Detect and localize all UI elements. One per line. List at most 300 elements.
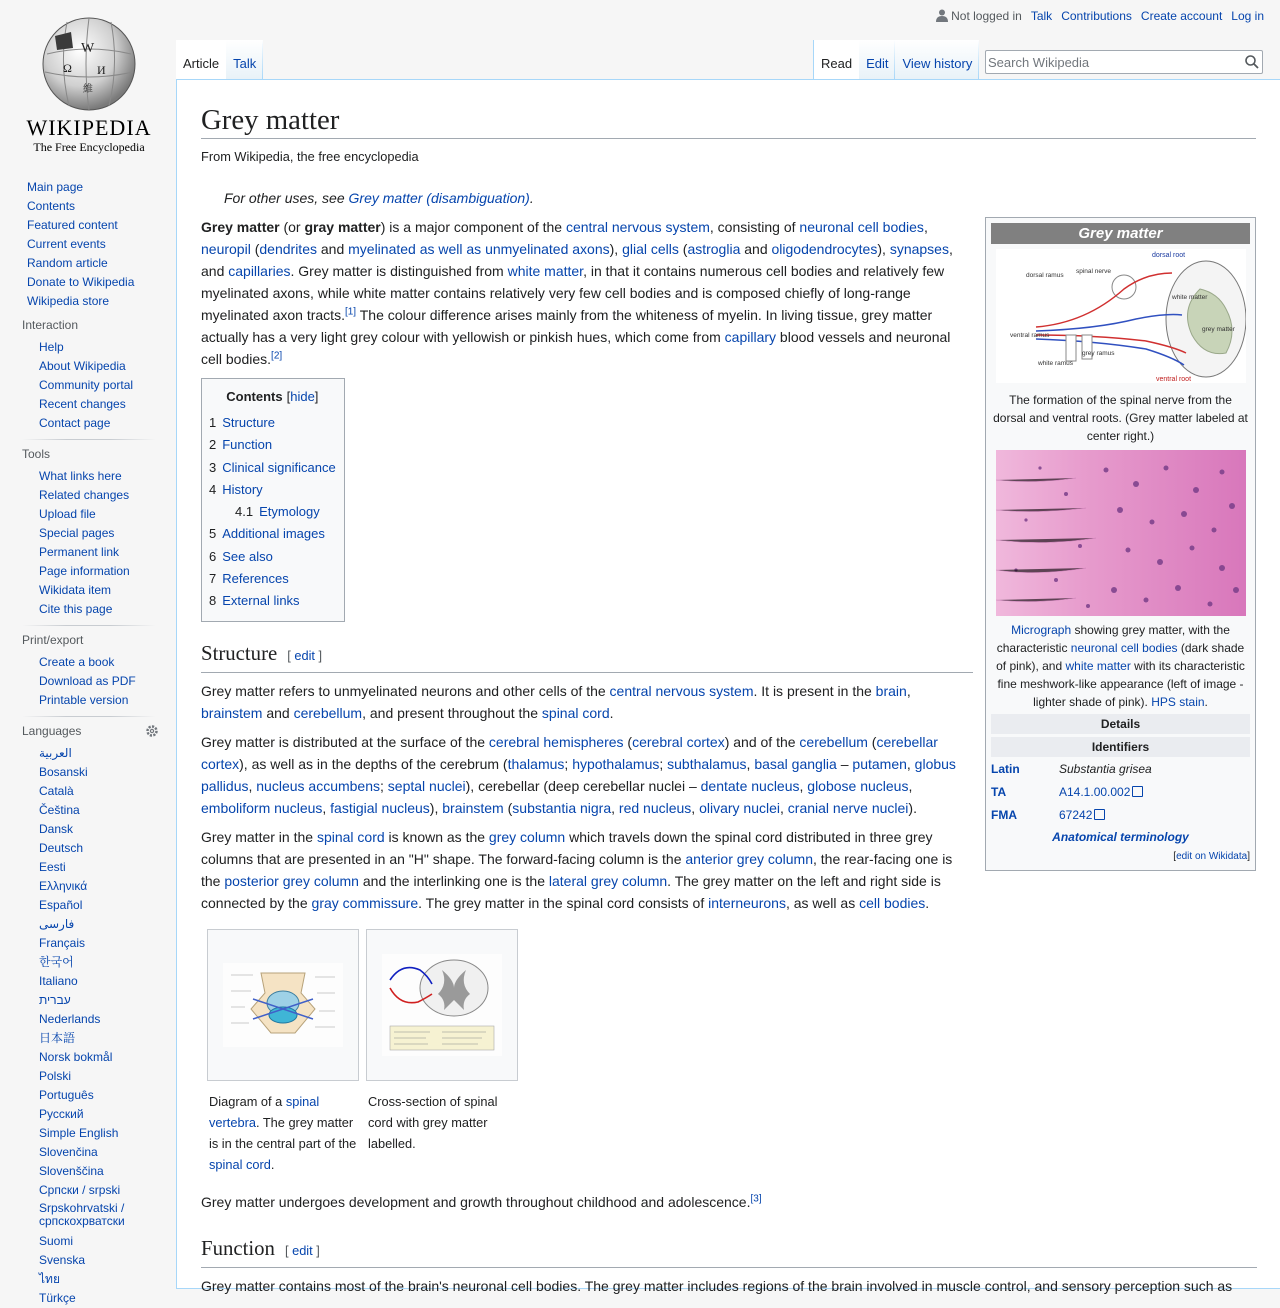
text: ), as well as in the depths of the cerebrum (: [239, 755, 508, 772]
link[interactable]: spinal cord: [316, 828, 385, 845]
link[interactable]: Micrograph: [1011, 623, 1072, 637]
fma-value-link[interactable]: 67242: [1059, 806, 1105, 824]
text: . The grey matter in the spinal cord consists of: [418, 894, 709, 911]
link[interactable]: dentate nucleus: [700, 777, 800, 794]
toc-number: 5: [209, 526, 217, 542]
image-gallery: [207, 929, 1256, 1175]
language-link-simple[interactable]: Simple English: [39, 1126, 119, 1140]
toc-link[interactable]: Function: [222, 437, 273, 453]
puzzle-globe-icon: [37, 14, 141, 114]
bold-term: Grey matter: [201, 219, 280, 235]
tools-portal: [22, 447, 156, 626]
text: , as well as: [785, 894, 860, 911]
micrograph-image: [996, 450, 1246, 616]
paragraph: [201, 731, 961, 819]
link[interactable]: HPS stain: [1151, 695, 1205, 709]
gallery-image-cross-section[interactable]: [366, 929, 518, 1081]
edit-section-link[interactable]: edit: [292, 1242, 313, 1258]
function-body: [201, 1275, 1257, 1297]
section-heading-function: [201, 1235, 1257, 1268]
link[interactable]: neuropil: [201, 241, 251, 257]
language-link-fa[interactable]: فارسی: [39, 917, 75, 931]
structure-body-cont: [201, 1191, 1211, 1213]
toc-title: [209, 386, 336, 408]
language-link-nb[interactable]: Norsk bokmål: [39, 1050, 113, 1064]
link[interactable]: astroglia: [687, 241, 741, 257]
languages-portal: [22, 724, 156, 1308]
link[interactable]: white matter: [507, 263, 584, 279]
link[interactable]: fastigial nucleus: [330, 799, 430, 816]
link[interactable]: hypothalamus: [572, 755, 660, 772]
create-account-link[interactable]: Create account: [1140, 9, 1223, 23]
text: ,: [908, 777, 913, 794]
user-icon: [936, 9, 948, 22]
link[interactable]: brain: [875, 682, 907, 699]
hatnote: [201, 187, 1256, 209]
link[interactable]: posterior grey column: [224, 872, 359, 889]
link[interactable]: olivary nuclei: [699, 799, 781, 816]
label-spinal-nerve: spinal nerve: [1075, 268, 1111, 275]
link[interactable]: cerebellum: [799, 733, 868, 750]
text: .: [609, 704, 614, 721]
toc-item[interactable]: [209, 546, 336, 568]
toc-link[interactable]: Clinical significance: [222, 459, 336, 475]
sidebar-item-create-book[interactable]: Create a book: [39, 655, 115, 669]
ta-label-link[interactable]: TA: [991, 784, 1007, 799]
text: (: [867, 733, 877, 750]
sidebar-item-donate[interactable]: Donate to Wikipedia: [27, 275, 135, 289]
link[interactable]: basal ganglia: [754, 755, 837, 772]
tab-edit-label[interactable]: Edit: [866, 56, 889, 71]
language-link-sk[interactable]: Slovenčina: [39, 1145, 98, 1159]
text: ),: [609, 241, 623, 257]
sidebar-item-contents[interactable]: Contents: [27, 199, 76, 213]
interaction-portal: [22, 318, 156, 440]
print-export-heading: Print/export: [22, 633, 84, 647]
tab-edit[interactable]: [859, 40, 895, 80]
language-link-sv[interactable]: Svenska: [39, 1253, 86, 1267]
label-dorsal-ramus: dorsal ramus: [1025, 272, 1064, 279]
sidebar-item-cite-page[interactable]: Cite this page: [39, 602, 113, 616]
link[interactable]: oligodendrocytes: [771, 241, 878, 257]
bold-term: gray matter: [304, 219, 381, 235]
link[interactable]: neuronal cell bodies: [799, 219, 924, 235]
language-link-ko[interactable]: 한국어: [39, 955, 74, 969]
text: , the rear-facing one is the: [201, 850, 953, 889]
svg-text:Ω: Ω: [63, 61, 72, 75]
paragraph: [201, 826, 961, 914]
toc-item[interactable]: [209, 568, 336, 590]
tab-history-label[interactable]: View history: [902, 56, 973, 71]
text: is known as the: [384, 828, 489, 845]
gallery-image-vertebra[interactable]: [207, 929, 359, 1081]
language-link-pl[interactable]: Polski: [39, 1069, 72, 1083]
text: blood vessels and neuronal cell bodies.: [201, 329, 951, 367]
toc-item[interactable]: [209, 434, 336, 456]
hatnote-suffix: .: [529, 190, 534, 206]
link[interactable]: globose nucleus: [807, 777, 909, 794]
text: ,: [691, 799, 700, 816]
reference-link[interactable]: [2]: [271, 350, 283, 362]
text: and: [740, 241, 772, 257]
language-link-bs[interactable]: Bosanski: [39, 765, 88, 779]
login-link[interactable]: Log in: [1231, 9, 1264, 23]
link[interactable]: cell bodies: [859, 894, 926, 911]
infobox-caption-2: [991, 621, 1250, 711]
label-grey-matter: grey matter: [1201, 326, 1235, 333]
article-body: [201, 216, 961, 370]
text: ;: [380, 777, 388, 794]
link[interactable]: brainstem: [201, 704, 263, 721]
toc-link[interactable]: History: [222, 481, 263, 497]
tab-talk-label[interactable]: Talk: [233, 56, 257, 71]
text: Grey matter is distributed at the surface of the: [201, 733, 489, 750]
infobox-title: Grey matter: [991, 223, 1250, 244]
text: The colour difference arises mainly from the whiteness of myelin. In living tissue, grey matter actually has a very light grey colour with yellowish or pinkish hues, which come from: [201, 307, 933, 345]
text: ,: [780, 799, 788, 816]
link[interactable]: cerebral hemispheres: [488, 733, 624, 750]
language-link-el[interactable]: Ελληνικά: [39, 879, 88, 893]
sidebar-item-contact[interactable]: Contact page: [39, 416, 111, 430]
edit-section-link[interactable]: edit: [294, 647, 315, 663]
language-link-tr[interactable]: Türkçe: [39, 1291, 76, 1305]
anatomical-terminology-link[interactable]: Anatomical terminology: [1052, 830, 1189, 844]
label-white-ramus: white ramus: [1037, 360, 1073, 367]
fma-label-link[interactable]: FMA: [991, 807, 1017, 822]
sidebar-item-current-events[interactable]: Current events: [27, 237, 106, 251]
language-link-sl[interactable]: Slovenščina: [39, 1164, 104, 1178]
link[interactable]: putamen: [852, 755, 907, 772]
language-link-da[interactable]: Dansk: [39, 822, 74, 836]
link[interactable]: capillary: [724, 329, 777, 345]
toc-hide-toggle: [hide]: [286, 389, 319, 404]
text: . It is present in the: [753, 682, 876, 699]
toc-number: 8: [209, 593, 217, 609]
search-icon[interactable]: [1244, 54, 1260, 70]
text: .: [925, 894, 930, 911]
link[interactable]: emboliform nucleus: [201, 799, 323, 816]
text: ,: [799, 777, 808, 794]
interaction-heading: Interaction: [22, 318, 79, 332]
sidebar-item-page-information[interactable]: Page information: [39, 564, 130, 578]
tab-talk[interactable]: [226, 40, 263, 80]
lead-paragraph: [201, 216, 961, 370]
gallery-caption: [207, 1081, 359, 1175]
search-box: [985, 50, 1263, 74]
edit-section: [ edit ]: [287, 647, 323, 663]
sidebar-item-store[interactable]: Wikipedia store: [27, 294, 110, 308]
text: showing grey matter, with the characteristic: [996, 623, 1230, 655]
link[interactable]: red nucleus: [618, 799, 692, 816]
sidebar-item-printable-version[interactable]: Printable version: [39, 693, 129, 707]
wikidata-edit: [edit on Wikidata]: [1173, 851, 1250, 862]
language-link-fi[interactable]: Suomi: [39, 1234, 74, 1248]
toc-number: 3: [209, 459, 217, 475]
gallery-item: [207, 929, 359, 1175]
paragraph: Grey matter contains most of the brain's neuronal cell bodies. The grey matter includes regions of the brain involved in muscle control, and sensory perception such as: [201, 1277, 1233, 1294]
link[interactable]: spinal vertebra: [209, 1093, 320, 1130]
link[interactable]: subthalamus: [667, 755, 747, 772]
toc-number: 6: [209, 548, 217, 564]
gallery-item: [366, 929, 518, 1175]
toc-item[interactable]: [209, 523, 336, 545]
language-link-it[interactable]: Italiano: [39, 974, 78, 988]
tab-view-history[interactable]: [895, 40, 979, 80]
wikipedia-logo[interactable]: [22, 10, 156, 158]
text: Grey matter undergoes development and growth throughout childhood and adolescence.: [201, 1193, 751, 1210]
sidebar-item-random-article[interactable]: Random article: [27, 256, 108, 270]
text: , and present throughout the: [362, 704, 542, 721]
text: ,: [906, 755, 915, 772]
separator: [22, 439, 156, 440]
sidebar-item-permanent-link[interactable]: Permanent link: [39, 545, 120, 559]
tab-article[interactable]: [176, 40, 226, 80]
link[interactable]: septal nuclei: [387, 777, 466, 794]
ta-value-link[interactable]: A14.1.00.002: [1059, 783, 1143, 801]
edit-section: [ edit ]: [284, 1242, 320, 1258]
svg-text:維: 維: [83, 84, 93, 95]
language-link-ru[interactable]: Русский: [39, 1107, 84, 1121]
text: (: [250, 241, 260, 257]
print-export-portal: [22, 633, 156, 717]
link[interactable]: spinal cord: [541, 704, 610, 721]
text: and: [316, 241, 349, 257]
link[interactable]: gray commissure: [311, 894, 419, 911]
paragraph: [201, 680, 961, 724]
link[interactable]: cerebellum: [293, 704, 363, 721]
languages-heading: [22, 724, 156, 740]
link[interactable]: globus pallidus: [201, 755, 956, 794]
vertebra-diagram-image: [223, 963, 343, 1047]
infobox-row-latin: [991, 757, 1250, 780]
language-link-et[interactable]: Eesti: [39, 860, 66, 874]
toc-link[interactable]: References: [222, 571, 289, 587]
text: ,: [611, 799, 619, 816]
link[interactable]: interneurons: [708, 894, 786, 911]
link[interactable]: glial cells: [622, 241, 679, 257]
language-link-ar[interactable]: العربية: [39, 746, 72, 760]
separator: [22, 716, 156, 717]
toc-item[interactable]: [209, 479, 336, 501]
language-link-es[interactable]: Español: [39, 898, 83, 912]
toc-number: 4: [209, 481, 217, 497]
namespace-tabs: [176, 40, 263, 80]
infobox-identifiers-header: Identifiers: [991, 737, 1250, 757]
personal-tools: [936, 9, 1264, 23]
toc-number: 7: [209, 571, 217, 587]
text: with its characteristic fine meshwork-like appearance (left of image - lighter shade of pink).: [997, 659, 1245, 709]
link[interactable]: grey column: [488, 828, 566, 845]
language-link-he[interactable]: עברית: [39, 993, 71, 1007]
infobox: [985, 217, 1256, 871]
text: –: [836, 755, 853, 772]
text: ).: [908, 799, 917, 816]
table-of-contents: [201, 378, 345, 622]
text: , in that it contains numerous cell bodies and relatively few myelinated axons, while white matter contains relatively very few cell bodies and is composed chiefly of long-range myelinated axon tracts.: [201, 263, 945, 323]
paragraph: [201, 1191, 1211, 1213]
tab-article-label[interactable]: Article: [183, 56, 220, 71]
text: (: [678, 241, 688, 257]
link[interactable]: cerebellar cortex: [201, 733, 938, 772]
tagline: The Free Encyclopedia: [33, 140, 145, 154]
talk-link[interactable]: Talk: [1030, 9, 1053, 23]
separator: [22, 625, 156, 626]
section-title: Function: [201, 1236, 275, 1260]
navigation-portal: [22, 178, 156, 311]
wordmark: WIKIPEDIA: [26, 115, 152, 140]
search-input[interactable]: [986, 51, 1234, 73]
toc-link[interactable]: Structure: [222, 415, 275, 430]
link[interactable]: cerebral cortex: [632, 733, 725, 750]
edit-on-wikidata-link[interactable]: edit on Wikidata: [1176, 851, 1248, 862]
text: Diagram of a: [209, 1093, 286, 1109]
text: (or: [279, 219, 305, 235]
tab-read[interactable]: [813, 40, 859, 80]
link[interactable]: white matter: [1065, 659, 1131, 673]
text: ) is a major component of the: [380, 219, 566, 235]
link[interactable]: myelinated as well as unmyelinated axons: [348, 241, 610, 257]
link[interactable]: neuronal cell bodies: [1070, 641, 1178, 655]
sidebar-item-upload-file[interactable]: Upload file: [39, 507, 96, 521]
gear-icon[interactable]: [145, 724, 159, 741]
toc-link[interactable]: Etymology: [259, 504, 320, 520]
toc-hide-link[interactable]: hide: [290, 389, 315, 404]
language-link-sr[interactable]: Српски / srpski: [39, 1183, 121, 1197]
text: ) and of the: [724, 733, 800, 750]
text: . The grey matter is in the central part of the: [209, 1114, 357, 1151]
link[interactable]: nucleus accumbens: [256, 777, 381, 794]
login-status: [936, 9, 1022, 23]
infobox-row-ta: [991, 780, 1250, 803]
infobox-caption-1: The formation of the spinal nerve from the dorsal and ventral roots. (Grey matter labeled at center right.): [993, 393, 1248, 443]
hatnote-prefix: For other uses, see: [224, 190, 349, 206]
spinal-nerve-diagram-image: [996, 249, 1246, 383]
toc-number: 1: [209, 415, 217, 430]
text: . Grey matter is distinguished from: [290, 263, 508, 279]
label-ventral-root: ventral root: [1155, 376, 1191, 383]
sidebar-item-community-portal[interactable]: Community portal: [39, 378, 134, 392]
reference-link[interactable]: [1]: [344, 306, 357, 318]
language-link-pt[interactable]: Português: [39, 1088, 94, 1102]
text: Cross-section of spinal cord with grey matter labelled.: [368, 1093, 498, 1151]
sidebar-item-related-changes[interactable]: Related changes: [39, 488, 130, 502]
link[interactable]: anterior grey column: [685, 850, 814, 867]
text: (dark shade of pink), and: [996, 641, 1245, 673]
link[interactable]: spinal cord: [209, 1156, 271, 1172]
gallery-caption: [366, 1081, 518, 1154]
text: .: [1204, 695, 1208, 709]
language-link-th[interactable]: ไทย: [39, 1272, 60, 1286]
toc-link[interactable]: See also: [222, 548, 273, 564]
infobox-image-micrograph[interactable]: [991, 450, 1250, 621]
text: Grey matter refers to unmyelinated neurons and other cells of the: [201, 682, 610, 699]
label-white-matter: white matter: [1171, 294, 1207, 301]
link[interactable]: dendrites: [259, 241, 317, 257]
sidebar-item-featured-content[interactable]: Featured content: [27, 218, 118, 232]
sidebar-item-wikidata-item[interactable]: Wikidata item: [39, 583, 112, 597]
language-link-ca[interactable]: Català: [39, 784, 74, 798]
tools-heading: Tools: [22, 447, 51, 461]
sidebar-item-what-links-here[interactable]: What links here: [39, 469, 122, 483]
link[interactable]: substantia nigra: [512, 799, 612, 816]
login-status-text: Not logged in: [951, 9, 1022, 23]
latin-label-link[interactable]: Latin: [991, 761, 1020, 776]
toc-item[interactable]: [209, 412, 336, 434]
toc-number: 2: [209, 437, 217, 453]
infobox-details-header: Details: [991, 714, 1250, 734]
page-title: Grey matter: [201, 80, 1256, 139]
svg-text:И: И: [97, 63, 106, 77]
text: ,: [923, 219, 928, 235]
toc-link[interactable]: Additional images: [222, 526, 325, 542]
text: ,: [322, 799, 331, 816]
anatomical-terminology: [991, 826, 1250, 849]
languages-heading-label: Languages: [22, 724, 82, 738]
text: ;: [659, 755, 668, 772]
language-link-ja[interactable]: 日本語: [39, 1031, 76, 1045]
sidebar-item-main-page[interactable]: Main page: [27, 180, 84, 194]
toc-link[interactable]: External links: [222, 593, 300, 609]
section-title: Structure: [201, 641, 278, 665]
text: which travels down the spinal cord distributed in three grey columns that are presented in an "H" shape. The forward-facing column is the: [201, 828, 933, 867]
contributions-link[interactable]: Contributions: [1061, 9, 1132, 23]
latin-value: Substantia grisea: [1059, 761, 1152, 776]
link[interactable]: capillaries: [228, 263, 291, 279]
text: ,: [906, 682, 911, 699]
sidebar-item-special-pages[interactable]: Special pages: [39, 526, 115, 540]
language-link-de[interactable]: Deutsch: [39, 841, 84, 855]
toc-item[interactable]: [209, 457, 336, 479]
link[interactable]: lateral grey column: [548, 872, 668, 889]
section-heading-structure: [201, 640, 973, 673]
infobox-image-spinal-nerve[interactable]: [991, 249, 1250, 388]
link[interactable]: brainstem: [442, 799, 504, 816]
hatnote-link[interactable]: Grey matter (disambiguation): [348, 190, 530, 206]
language-link-cs[interactable]: Čeština: [39, 803, 80, 817]
sidebar-item-download-pdf[interactable]: Download as PDF: [39, 674, 136, 688]
svg-text:W: W: [81, 41, 95, 56]
tab-read-label[interactable]: Read: [821, 56, 853, 71]
text: ), cerebellar (deep cerebellar nuclei –: [465, 777, 701, 794]
article-content: [176, 79, 1280, 1294]
text: ),: [429, 799, 443, 816]
text: (: [623, 733, 633, 750]
text: ),: [877, 241, 890, 257]
link[interactable]: central nervous system: [565, 219, 710, 235]
link[interactable]: thalamus: [507, 755, 565, 772]
link[interactable]: cranial nerve nuclei: [787, 799, 909, 816]
text: . The grey matter on the left and right side is connected by the: [201, 872, 941, 911]
text: and: [262, 704, 294, 721]
link[interactable]: synapses: [889, 241, 949, 257]
language-link-nl[interactable]: Nederlands: [39, 1012, 101, 1026]
reference-link[interactable]: [3]: [750, 1193, 762, 1205]
label-dorsal-root: dorsal root: [1151, 252, 1185, 259]
link[interactable]: central nervous system: [609, 682, 754, 699]
toc-item[interactable]: [209, 590, 336, 612]
sidebar: [0, 178, 176, 1308]
text: ,: [248, 777, 257, 794]
view-tabs: [813, 40, 979, 80]
text: .: [270, 1156, 275, 1172]
toc-number: 4.1: [235, 504, 254, 520]
toc-item[interactable]: [209, 501, 336, 523]
language-link-fr[interactable]: Français: [39, 936, 86, 950]
sidebar-item-about[interactable]: About Wikipedia: [39, 359, 126, 373]
sidebar-item-recent-changes[interactable]: Recent changes: [39, 397, 126, 411]
language-link-sh[interactable]: Srpskohrvatski / српскохрватски: [39, 1201, 125, 1228]
sidebar-item-help[interactable]: Help: [39, 340, 64, 354]
